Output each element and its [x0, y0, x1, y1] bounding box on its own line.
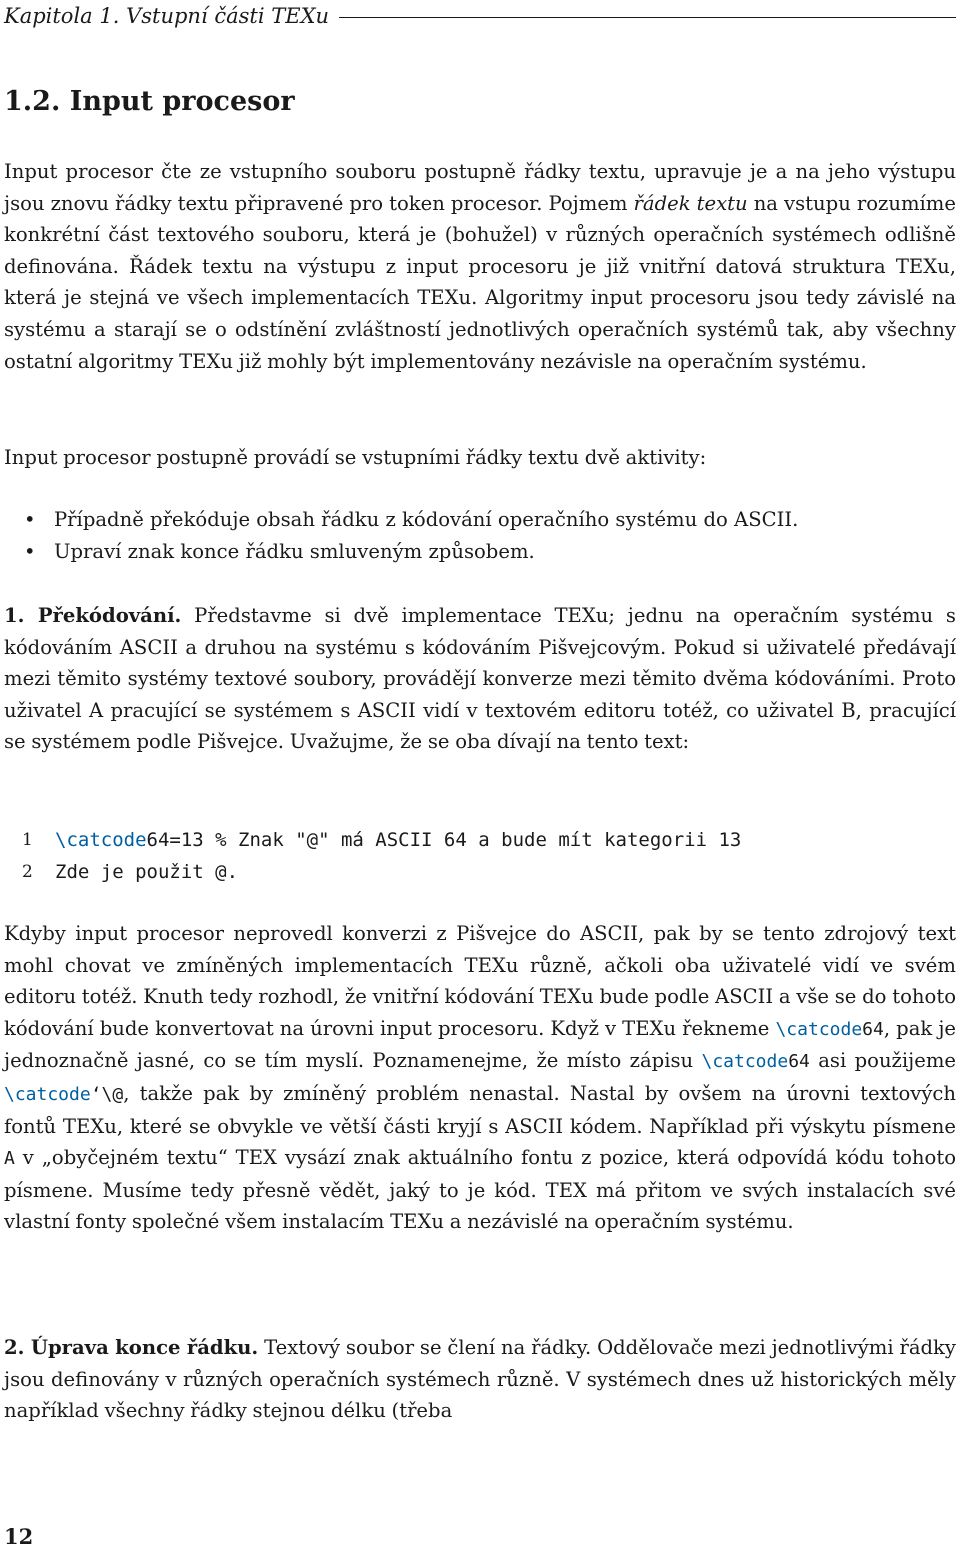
- knuth-text-5: v „obyčejném textu“ TEX vysází znak aktuálního fontu z pozice, která odpovídá kódu tohoto písmene. Musíme tedy přesně vědět, jaký to je kód. TEX má přitom ve svých instalacích své vlastní fonty společné všem instalacím TEXu a nezávislé na operačním systému.: [4, 1146, 956, 1234]
- line-end-body: Textový soubor se člení na řádky. Oddělovače mezi jednotlivými řádky jsou definovány v různých operačních systémech různě. V systémech dnes už historických měly například všechny řádky stejnou délku (třeba: [4, 1336, 956, 1423]
- activity-list: [0, 504, 960, 568]
- header-rule: [339, 17, 956, 18]
- inline-code-keyword: \catcode: [701, 1051, 789, 1073]
- recoding-paragraph: [4, 600, 956, 758]
- code-line: [0, 824, 960, 856]
- line-number: 2: [22, 862, 33, 882]
- list-item: [0, 504, 960, 536]
- code-line: [0, 856, 960, 888]
- inline-code-arg: 64: [788, 1051, 810, 1073]
- running-head: [4, 0, 956, 32]
- knuth-text-2: , pak je jednoznačně jasné, co se tím myslí. Poznamenejme, že místo zápisu: [4, 1016, 956, 1073]
- line-end-heading: 2. Úprava konce řádku.: [4, 1336, 259, 1359]
- section-title: 1.2. Input procesor: [4, 86, 295, 117]
- recoding-heading: 1. Překódování.: [4, 604, 182, 627]
- knuth-text-4: , takže pak by zmíněný problém nenastal. Nastal by ovšem na úrovni textových fontů TEXu, které se obvykle ve větší části kryjí s ASCII kódem. Například při výskytu písmene: [4, 1081, 956, 1138]
- list-item-text: Upraví znak konce řádku smluveným způsobem.: [54, 540, 535, 563]
- inline-code: [4, 1084, 123, 1105]
- intro-paragraph: [4, 156, 956, 377]
- activities-intro: Input procesor postupně provádí se vstupními řádky textu dvě aktivity:: [4, 446, 707, 469]
- inline-code: [702, 1051, 810, 1072]
- inline-code-arg: ‘\@: [90, 1083, 124, 1105]
- inline-code-keyword: \catcode: [775, 1018, 863, 1040]
- bullet-icon: •: [24, 508, 36, 531]
- knuth-text-3: asi použijeme: [809, 1049, 956, 1073]
- list-item-text: Případně překóduje obsah řádku z kódování operačního systému do ASCII.: [54, 508, 799, 531]
- inline-code-keyword: \catcode: [4, 1083, 91, 1105]
- line-number: 1: [22, 830, 33, 850]
- inline-code: A: [4, 1148, 15, 1170]
- running-head-text: Kapitola 1. Vstupní části TEXu: [4, 4, 330, 28]
- code-rest: Zde je použit @.: [55, 861, 239, 883]
- recoding-body: Představme si dvě implementace TEXu; jednu na operačním systému s kódováním ASCII a druhou na systému s kódováním Pišvejcovým. Pokud si uživatelé předávají mezi těmito systémy textové soubory, provádějí konverze mezi těmito dvěma kódováními. Proto uživatel A pracující se systémem s ASCII vidí v textovém editoru totéž, co uživatel B, pracující se systémem podle Pišvejce. Uvažujme, že se oba dívají na tento text:: [4, 604, 956, 754]
- intro-text-1: Input procesor čte ze vstupního souboru postupně řádky textu, upravuje je a na jeho výstupu jsou znovu řádky textu připravené pro token procesor. Pojmem: [4, 160, 956, 215]
- intro-text-2: na vstupu rozumíme konkrétní část textového souboru, která je (bohužel) v různých operačních systémech odlišně definována. Řádek textu na výstupu z input procesoru je již vnitřní datová struktura TEXu, která je stejná ve všech implementacích TEXu. Algoritmy input procesoru jsou tedy závislé na systému a starají se o odstínění zvláštností jednotlivých operačních systémů tak, aby všechny ostatní algoritmy TEXu již mohly být implementovány nezávisle na operačním systému.: [4, 191, 956, 373]
- knuth-paragraph: [4, 918, 956, 1238]
- knuth-text-1: Kdyby input procesor neprovedl konverzi z Pišvejce do ASCII, pak by se tento zdrojový text mohl chovat ve zmíněných implementacích TEXu různě, ačkoli oba uživatelé vidí ve svém editoru totéž. Knuth tedy rozhodl, že vnitřní kódování TEXu bude podle ASCII a vše se do tohoto kódování bude konvertovat na úrovni input procesoru. Když v TEXu řekneme: [4, 922, 956, 1040]
- list-item: [0, 536, 960, 568]
- term-radek-textu: řádek textu: [633, 191, 748, 215]
- inline-code: [775, 1019, 883, 1040]
- code-text: [55, 856, 955, 888]
- bullet-icon: •: [24, 540, 36, 563]
- code-text: [55, 824, 955, 856]
- code-keyword: \catcode: [55, 829, 147, 851]
- code-rest: 64=13 % Znak "@" má ASCII 64 a bude mít kategorii 13: [146, 829, 742, 851]
- inline-code-arg: 64: [862, 1018, 884, 1040]
- page-number: 12: [4, 1524, 34, 1549]
- line-end-paragraph: [4, 1332, 956, 1427]
